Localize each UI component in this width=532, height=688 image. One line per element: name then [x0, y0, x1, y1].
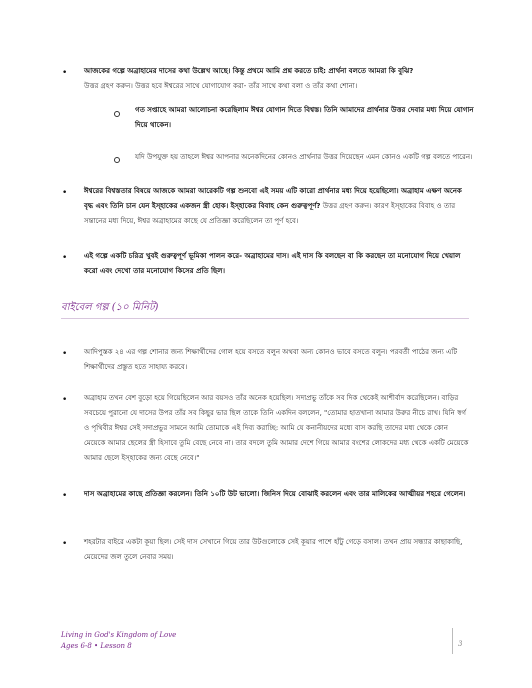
bold-text: আজকের গল্পে অব্রাহামের দাসের কথা উল্লেখ আছে। কিন্তু প্রথমে আমি প্রশ্ন করতে চাই: প্রার্থনা বলতে আমরা কি বুঝি? [84, 67, 414, 75]
paragraph [84, 184, 470, 229]
bullet: • [62, 188, 68, 198]
footer-subtitle: Ages 6-8 • Lesson 8 [61, 642, 132, 650]
sub-paragraph: যদি উপযুক্ত হয় তাহলে ঈশ্বর আপনার অনেকদিনের কোনও প্রার্থনার উত্তর দিয়েছেন এমন কোনও একটি গল্প বলতে পারেন। [135, 153, 473, 161]
page-number: 3 [458, 640, 463, 648]
bullet: • [62, 68, 68, 78]
paragraph: আদিপুস্তক ২৪ এর গল্প শোনার জন্য শিক্ষার্থীদের গোল হয়ে বসতে বলুন অথবা অন্য কোনও ভাবে বসতে বলুন। পরবর্তী পাঠের জন্য এটি শিক্ষার্থীদের প্রস্তুত হতে সাহায্য করবে। [84, 348, 458, 371]
paragraph [84, 64, 470, 94]
footer-divider [452, 628, 453, 654]
bullet: • [62, 395, 68, 405]
section-heading: বাইবেল গল্প (১০ মিনিট) [61, 302, 159, 313]
bullet: • [62, 253, 68, 263]
paragraph: শহরটার বাইরে একটা কূয়া ছিল। সেই দাস সেখানে গিয়ে তার উটগুলোকে সেই কূয়ার পাশে হাঁটু গেড়ে বসাল। তখন প্রায় সন্ধ্যার কাছাকাছি, মেয়েদের জল তুলে নেবার সময়। [84, 538, 463, 561]
bold-text: ঈশ্বরের বিশ্বস্ততার বিষয়ে আজকে আমরা আরেকটি গল্প শুনবো এই সময় এটি কারো প্রার্থনার মধ্য দিয়ে হয়েছিলো। অব্রাহাম এক্ষণ অনেক বৃদ্ধ এবং তিনি চান যেন ইস্হাকের একজন স্ত্রী হোক। ইস্হাকের বিবাহ কেন গুরুত্বপূর্ণ? [84, 187, 462, 210]
heading-rule [61, 318, 469, 319]
paragraph: দাস অব্রাহামের কাছে প্রতিজ্ঞা করলেন। তিনি ১০টি উট ভালো। জিনিস দিয়ে বোঝাই করলেন এবং তার মালিকের আত্মীয়র শহরে গেলেন। [84, 490, 466, 498]
sub-bullet [114, 157, 120, 163]
paragraph: এই গল্পে একটি চরিত্র খুবই গুরুত্বপূর্ণ ভূমিকা পালন করে- অব্রাহামের দাস। এই দাস কি বলছেন বা কি করছেন তা মনোযোগ দিয়ে খেয়াল করো এবং দেখো তার মনোযোগ কিসের প্রতি ছিল। [84, 252, 461, 275]
footer-title: Living in God's Kingdom of Love [61, 631, 177, 639]
body-text: উত্তর গ্রহণ করুন। কারণ ইস্হাকের বিবাহ ও তার সন্তানের মধ্য দিয়ে, ঈশ্বর অব্রাহামের কাছে যে প্রতিজ্ঞা করেছিলেন তা পূর্ণ হবে। [84, 202, 456, 225]
bullet: • [62, 491, 68, 501]
bullet: • [62, 349, 68, 359]
bullet: • [62, 539, 68, 549]
sub-bullet [114, 111, 120, 117]
paragraph: অব্রাহাম তখন বেশ বুড়ো হয়ে গিয়েছিলেন আর বয়সও তাঁর অনেক হয়েছিল। সদাপ্রভু তাঁকে সব দিক থেকেই আশীর্বাদ করেছিলেন। বাড়ির সবচেয়ে পুরানো যে দাসের উপর তাঁর সব কিছুর ভার ছিল তাকে তিনি একদিন বললেন, "তোমার হাতখানা আমার উরুর নীচে রাখ। যিনি স্বর্গ ও পৃথিবীর ঈশ্বর সেই সদাপ্রভুর সামনে আমি তোমাকে এই দিব্য করাচ্ছি: আমি যে কনানীয়দের মধ্যে বাস করছি তাদের মধ্য থেকে কোন মেয়েকে আমার ছেলের স্ত্রী হিসাবে তুমি বেছে নেবে না। তার বদলে তুমি আমার দেশে গিয়ে আমার বংশের লোকদের মধ্য থেকে একটি মেয়েকে আমার ছেলে ইস্হাকের জন্য বেছে নেবে।" [84, 394, 469, 462]
body-text: উত্তর গ্রহণ করুন। উত্তর হবে ঈশ্বরের সাথে যোগাযোগ করা- তাঁর সাথে কথা বলা ও তাঁর কথা শোনা। [84, 82, 358, 90]
sub-paragraph: গত সপ্তাহে আমরা আলোচনা করেছিলাম ঈশ্বর যোগান দিতে বিশ্বস্ত। তিনি আমাদের প্রার্থনার উত্তর দেবার মধ্য দিয়ে যোগান দিয়ে থাকেন। [135, 106, 474, 129]
